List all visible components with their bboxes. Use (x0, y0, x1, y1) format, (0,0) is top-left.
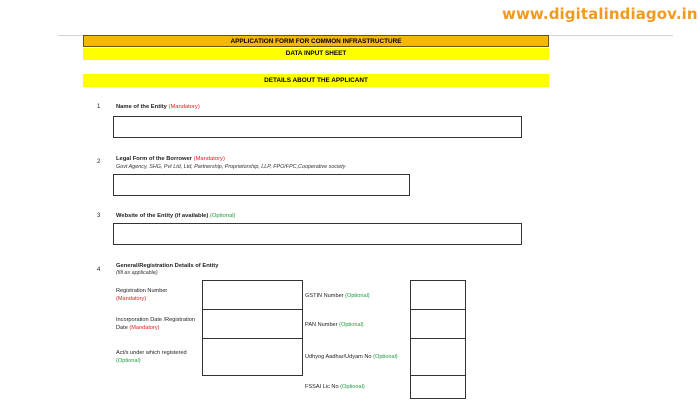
act-registered-label: Act/s under which registered (Optional) (116, 350, 187, 364)
incorporation-date-input[interactable] (202, 309, 303, 339)
sheet-title: DATA INPUT SHEET (83, 48, 549, 60)
website-label: Website of the Entity (if available) (Optional) (116, 213, 236, 219)
udyam-label: Udhyog Aadhar/Udyam No (Optional) (305, 354, 398, 360)
pan-input[interactable] (410, 309, 466, 339)
fssai-input[interactable] (410, 375, 466, 399)
entity-name-label: Name of the Entity (Mandatory) (116, 104, 200, 110)
registration-details-hint: (fill as applicable) (116, 270, 158, 276)
udyam-input[interactable] (410, 338, 466, 376)
legal-form-input[interactable] (113, 174, 410, 196)
registration-details-label: General/Registration Details of Entity (116, 263, 219, 269)
form-title: APPLICATION FORM FOR COMMON INFRASTRUCTURE (83, 35, 549, 47)
site-watermark: www.digitalindiagov.in (502, 5, 698, 23)
gstin-label: GSTIN Number (Optional) (305, 293, 370, 299)
registration-number-input[interactable] (202, 280, 303, 310)
optional-tag: (Optional) (209, 213, 236, 219)
question-number-2: 2 (97, 159, 101, 165)
section-title: DETAILS ABOUT THE APPLICANT (83, 74, 549, 87)
legal-form-hint: Govt Agency, SHG, Pvt Ltd, Ltd, Partnership, Proprietorship, LLP, FPO/FPC,Cooperative society (116, 164, 346, 170)
act-registered-input[interactable] (202, 338, 303, 376)
question-number-4: 4 (97, 267, 101, 273)
entity-name-input[interactable] (113, 116, 522, 138)
registration-number-label: Registration Number (Mandatory) (116, 288, 168, 302)
website-input[interactable] (113, 223, 522, 245)
mandatory-tag: (Mandatory) (168, 104, 200, 110)
pan-label: PAN Number (Optional) (305, 322, 364, 328)
incorporation-date-label: Incorporation Date /Registration Date (Mandatory) (116, 317, 195, 331)
legal-form-label: Legal Form of the Borrower (Mandatory) (116, 156, 225, 162)
fssai-label: FSSAI Lic No (Optional) (305, 384, 365, 390)
question-number-1: 1 (97, 104, 101, 110)
question-number-3: 3 (97, 213, 101, 219)
gstin-input[interactable] (410, 280, 466, 310)
mandatory-tag: (Mandatory) (193, 156, 225, 162)
